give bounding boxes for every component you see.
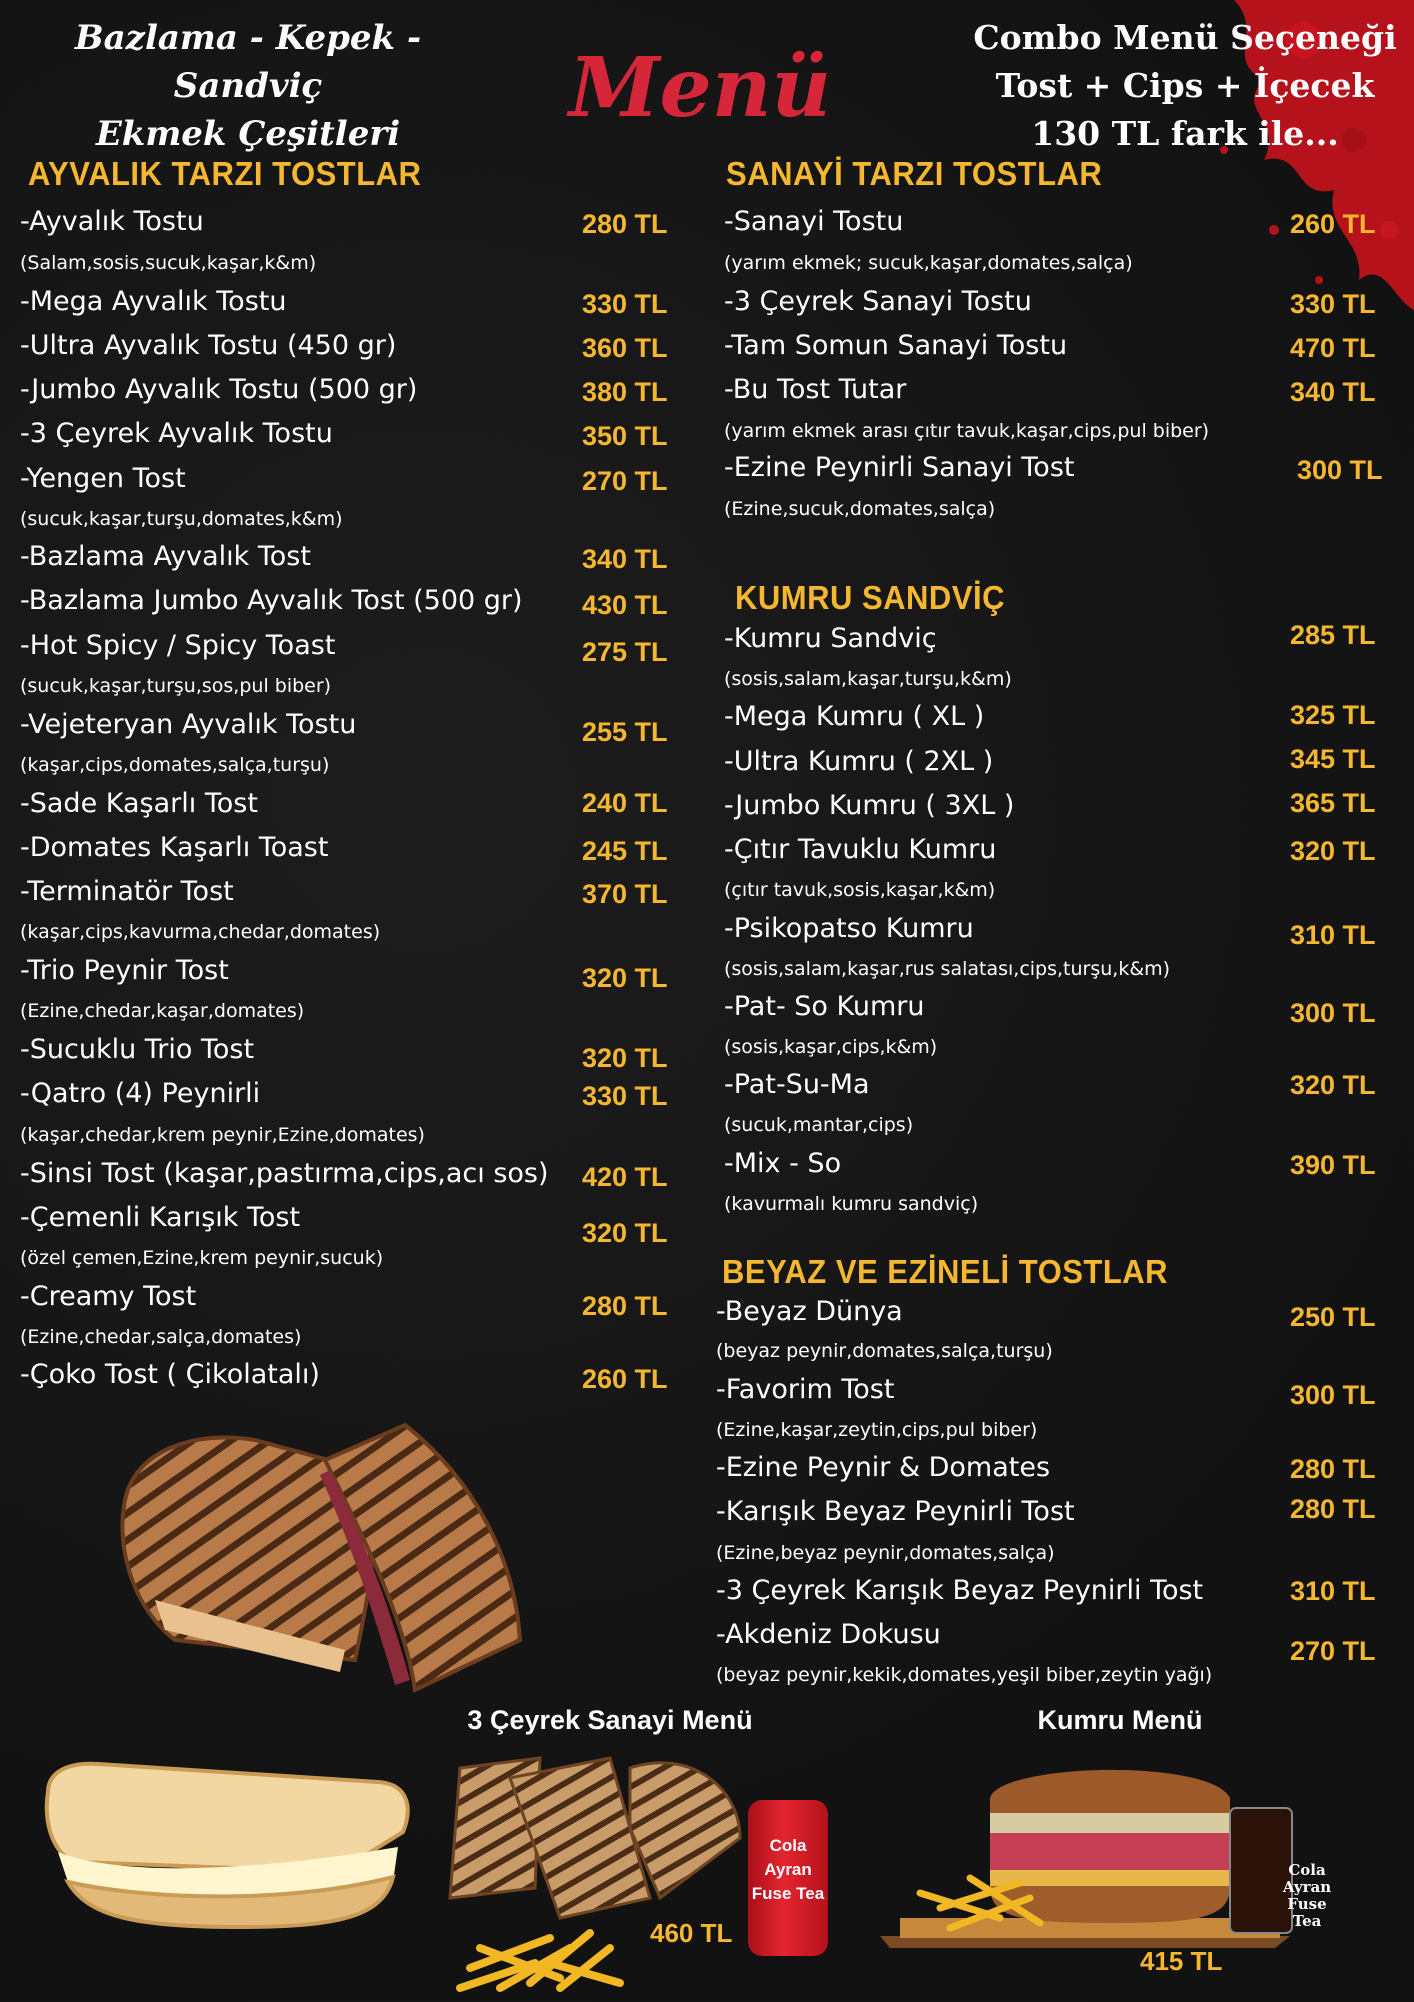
menu-item-name: -Jumbo Kumru ( 3XL ): [724, 790, 1015, 821]
menu-item-name: -Sinsi Tost (kaşar,pastırma,cips,acı sos): [20, 1158, 549, 1189]
menu-item-desc: (çıtır tavuk,sosis,kaşar,k&m): [724, 879, 996, 901]
menu-item-desc: (beyaz peynir,domates,salça,turşu): [716, 1340, 1053, 1362]
menu-item-name: -Akdeniz Dokusu: [716, 1619, 941, 1650]
drink-label: Cola: [1288, 1861, 1326, 1879]
menu-item-name: -3 Çeyrek Ayvalık Tostu: [20, 418, 333, 449]
menu-item-price: 280 TL: [582, 209, 668, 239]
menu-item-name: -Ultra Ayvalık Tostu (450 gr): [20, 330, 397, 361]
menu-item-name: -Terminatör Tost: [20, 876, 234, 907]
menu-item-desc: (Ezine,sucuk,domates,salça): [724, 498, 996, 520]
cola-can-icon: [748, 1800, 828, 1956]
menu-title: Menü: [568, 40, 832, 136]
drink-label: Fuse Tea: [1287, 1895, 1327, 1930]
menu-item-price: 310 TL: [1290, 1576, 1376, 1606]
menu-item-name: -Sanayi Tostu: [724, 206, 904, 237]
menu-item-desc: (özel çemen,Ezine,krem peynir,sucuk): [20, 1247, 384, 1269]
menu-item-desc: (kaşar,chedar,krem peynir,Ezine,domates): [20, 1124, 425, 1146]
menu-item-name: -Bazlama Ayvalık Tost: [20, 541, 311, 572]
menu-item-price: 260 TL: [582, 1364, 668, 1394]
menu-item-price: 345 TL: [1290, 744, 1376, 774]
menu-item-desc: (sucuk,mantar,cips): [724, 1114, 914, 1136]
menu-item-desc: (Ezine,chedar,salça,domates): [20, 1326, 302, 1348]
menu-item-name: -Favorim Tost: [716, 1374, 895, 1405]
menu-item-desc: (sucuk,kaşar,turşu,sos,pul biber): [20, 675, 332, 697]
section-title-beyaz: BEYAZ VE EZİNELİ TOSTLAR: [722, 1252, 1169, 1291]
menu-item-price: 300 TL: [1290, 998, 1376, 1028]
menu-item-price: 330 TL: [582, 289, 668, 319]
menu-item-price: 280 TL: [582, 1291, 668, 1321]
menu-item-price: 320 TL: [582, 963, 668, 993]
menu-item-name: -Vejeteryan Ayvalık Tostu: [20, 709, 357, 740]
combo-title-sanayi: 3 Çeyrek Sanayi Menü: [467, 1705, 753, 1735]
kumru-combo-image: [880, 1758, 1300, 1952]
combo-line2: Tost + Cips + İçecek: [995, 66, 1375, 105]
combo-title-kumru: Kumru Menü: [1037, 1705, 1203, 1735]
menu-item-price: 340 TL: [1290, 377, 1376, 407]
menu-item-name: -Karışık Beyaz Peynirli Tost: [716, 1496, 1075, 1527]
menu-item-desc: (sosis,salam,kaşar,rus salatası,cips,turşu,k&m): [724, 958, 1171, 980]
drink-label: Fuse Tea: [751, 1884, 825, 1903]
menu-item-price: 260 TL: [1290, 209, 1376, 239]
menu-item-price: 430 TL: [582, 590, 668, 620]
sanayi-combo-image: [440, 1748, 750, 2002]
menu-item-name: -Pat-Su-Ma: [724, 1069, 870, 1100]
menu-item-name: -Yengen Tost: [20, 463, 186, 494]
menu-item-price: 245 TL: [582, 836, 668, 866]
menu-item-desc: (beyaz peynir,kekik,domates,yeşil biber,zeytin yağı): [716, 1664, 1213, 1686]
header-left-line1: Bazlama - Kepek - Sandviç: [74, 18, 422, 106]
menu-item-price: 250 TL: [1290, 1302, 1376, 1332]
menu-item-price: 325 TL: [1290, 700, 1376, 730]
menu-item-price: 275 TL: [582, 637, 668, 667]
menu-item-desc: (kaşar,cips,kavurma,chedar,domates): [20, 921, 381, 943]
menu-item-price: 280 TL: [1290, 1494, 1376, 1524]
menu-item-name: -Tam Somun Sanayi Tostu: [724, 330, 1068, 361]
header-bread-types: [18, 14, 478, 158]
kumru-drink-labels: [1272, 1862, 1342, 1930]
menu-item-desc: (sosis,salam,kaşar,turşu,k&m): [724, 668, 1012, 690]
menu-item-desc: (yarım ekmek arası çıtır tavuk,kaşar,cips,pul biber): [724, 420, 1210, 442]
menu-item-desc: (kaşar,cips,domates,salça,turşu): [20, 754, 330, 776]
menu-item-price: 310 TL: [1290, 920, 1376, 950]
menu-item-name: -Jumbo Ayvalık Tostu (500 gr): [20, 374, 418, 405]
drink-label: Ayran: [764, 1860, 812, 1879]
menu-item-name: -Ezine Peynirli Sanayi Tost: [724, 452, 1075, 483]
menu-item-name: -Kumru Sandviç: [724, 623, 937, 654]
menu-item-name: -Psikopatso Kumru: [724, 913, 974, 944]
menu-item-price: 380 TL: [582, 377, 668, 407]
combo-line3: 130 TL fark ile...: [1031, 114, 1339, 153]
menu-item-price: 420 TL: [582, 1162, 668, 1192]
menu-item-name: -Trio Peynir Tost: [20, 955, 229, 986]
menu-item-name: -Çemenli Karışık Tost: [20, 1202, 301, 1233]
menu-item-price: 340 TL: [582, 544, 668, 574]
menu-item-price: 300 TL: [1290, 1380, 1376, 1410]
menu-item-price: 280 TL: [1290, 1454, 1376, 1484]
drink-label: Ayran: [1282, 1878, 1332, 1896]
menu-item-desc: (Salam,sosis,sucuk,kaşar,k&m): [20, 252, 317, 274]
menu-item-name: -Hot Spicy / Spicy Toast: [20, 630, 336, 661]
menu-item-name: -Ezine Peynir & Domates: [716, 1452, 1051, 1483]
grilled-toast-image: [115, 1410, 525, 1704]
menu-item-price: 270 TL: [1290, 1636, 1376, 1666]
menu-item-price: 285 TL: [1290, 620, 1376, 650]
menu-item-desc: (Ezine,chedar,kaşar,domates): [20, 1000, 305, 1022]
menu-item-price: 360 TL: [582, 333, 668, 363]
menu-item-name: -Domates Kaşarlı Toast: [20, 832, 329, 863]
menu-item-price: 350 TL: [582, 421, 668, 451]
menu-item-name: -Mix - So: [724, 1148, 842, 1179]
menu-item-name: -Çoko Tost ( Çikolatalı): [20, 1359, 320, 1390]
menu-item-desc: (Ezine,beyaz peynir,domates,salça): [716, 1542, 1055, 1564]
menu-item-name: -Bazlama Jumbo Ayvalık Tost (500 gr): [20, 585, 523, 616]
menu-item-price: 300 TL: [1297, 455, 1383, 485]
menu-item-price: 240 TL: [582, 788, 668, 818]
combo-line1: Combo Menü Seçeneği: [973, 18, 1397, 57]
menu-item-price: 390 TL: [1290, 1150, 1376, 1180]
menu-item-desc: (Ezine,kaşar,zeytin,cips,pul biber): [716, 1419, 1038, 1441]
menu-item-name: -Sucuklu Trio Tost: [20, 1034, 255, 1065]
menu-item-price: 370 TL: [582, 879, 668, 909]
menu-item-name: -Sade Kaşarlı Tost: [20, 788, 258, 819]
menu-item-price: 320 TL: [582, 1218, 668, 1248]
menu-item-name: -Mega Ayvalık Tostu: [20, 286, 287, 317]
menu-item-name: -Qatro (4) Peynirli: [20, 1078, 261, 1109]
menu-item-price: 270 TL: [582, 466, 668, 496]
menu-item-desc: (kavurmalı kumru sandviç): [724, 1193, 979, 1215]
menu-item-price: 255 TL: [582, 717, 668, 747]
menu-item-name: -Mega Kumru ( XL ): [724, 701, 985, 732]
menu-item-price: 320 TL: [1290, 836, 1376, 866]
menu-item-name: -Creamy Tost: [20, 1281, 197, 1312]
section-title-ayvalik: AYVALIK TARZI TOSTLAR: [28, 154, 422, 193]
combo-price-sanayi: 460 TL: [650, 1918, 733, 1948]
menu-item-price: 320 TL: [582, 1043, 668, 1073]
menu-item-price: 330 TL: [582, 1081, 668, 1111]
menu-item-price: 365 TL: [1290, 788, 1376, 818]
combo-price-kumru: 415 TL: [1140, 1946, 1223, 1976]
menu-item-name: -Ultra Kumru ( 2XL ): [724, 746, 994, 777]
menu-item-name: -Çıtır Tavuklu Kumru: [724, 834, 997, 865]
menu-item-name: -Beyaz Dünya: [716, 1296, 903, 1327]
menu-item-desc: (sosis,kaşar,cips,k&m): [724, 1036, 938, 1058]
white-bread-sandwich-image: [38, 1752, 418, 1936]
menu-item-price: 330 TL: [1290, 289, 1376, 319]
menu-item-name: -3 Çeyrek Karışık Beyaz Peynirli Tost: [716, 1575, 1204, 1606]
section-title-kumru: KUMRU SANDVİÇ: [735, 578, 1005, 617]
menu-item-desc: (yarım ekmek; sucuk,kaşar,domates,salça): [724, 252, 1133, 274]
menu-item-desc: (sucuk,kaşar,turşu,domates,k&m): [20, 508, 343, 530]
menu-item-price: 470 TL: [1290, 333, 1376, 363]
menu-item-name: -Pat- So Kumru: [724, 991, 925, 1022]
menu-item-price: 320 TL: [1290, 1070, 1376, 1100]
menu-item-name: -Bu Tost Tutar: [724, 374, 907, 405]
section-title-sanayi: SANAYİ TARZI TOSTLAR: [726, 154, 1103, 193]
combo-offer: [960, 14, 1410, 158]
menu-item-name: -3 Çeyrek Sanayi Tostu: [724, 286, 1032, 317]
menu-item-name: -Ayvalık Tostu: [20, 206, 204, 237]
header-left-line2: Ekmek Çeşitleri: [95, 114, 401, 154]
drink-label: Cola: [769, 1836, 807, 1855]
